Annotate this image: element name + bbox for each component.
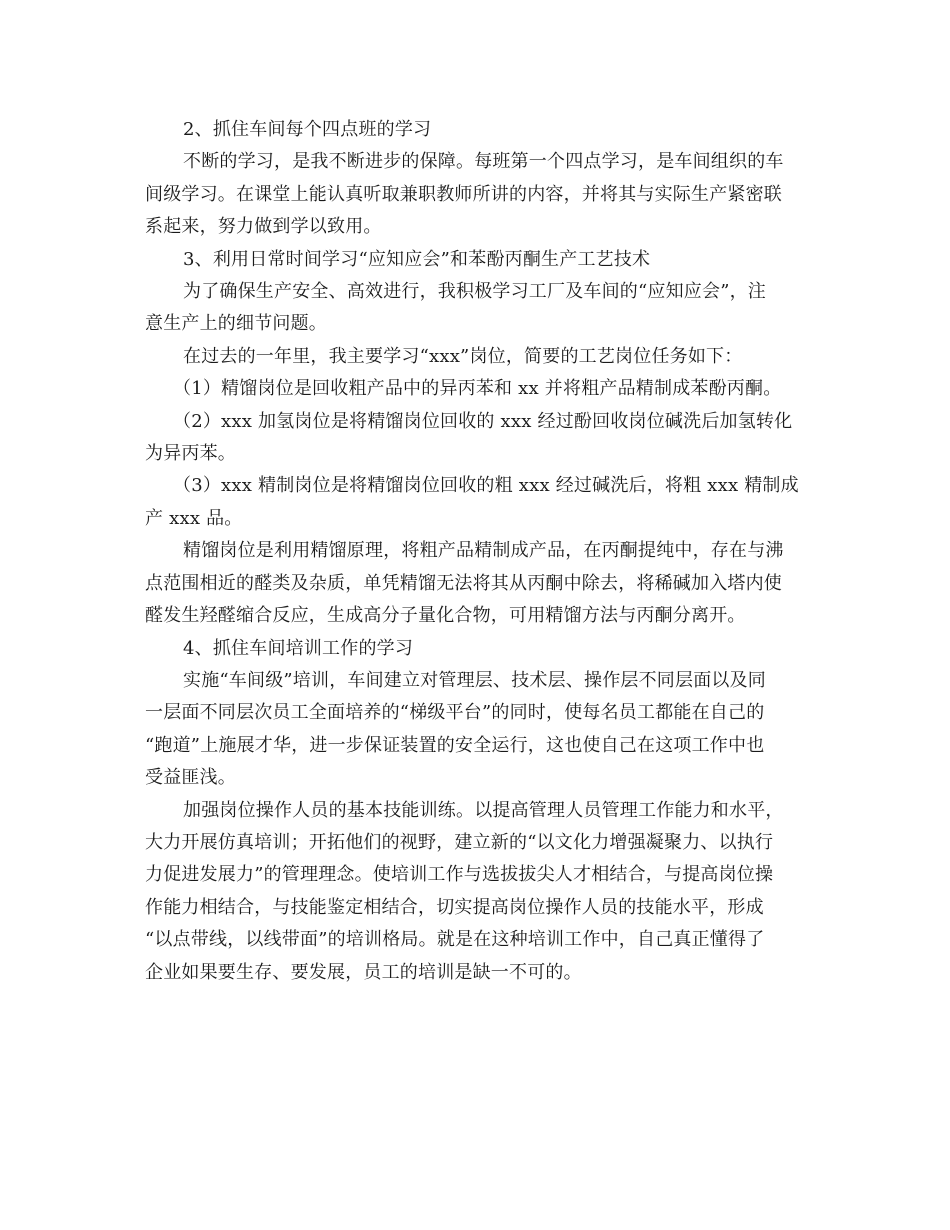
text-line: 为异丙苯。 (145, 443, 236, 465)
text-line: 醛发生羟醛缩合反应，生成高分子量化合物，可用精馏方法与丙酮分离开。 (145, 605, 746, 627)
paragraph (145, 535, 805, 632)
text-line: 产 xxx 品。 (145, 507, 243, 529)
text-line: 大力开展仿真培训；开拓他们的视野，建立新的“以文化力增强凝聚力、以执行 (145, 831, 774, 853)
paragraph (145, 633, 805, 665)
text-line: 系起来，努力做到学以致用。 (145, 216, 382, 238)
text-line: 在过去的一年里，我主要学习“xxx”岗位，简要的工艺岗位任务如下： (183, 345, 743, 367)
text-line: 意生产上的细节问题。 (145, 313, 327, 335)
text-line: 受益匪浅。 (145, 767, 236, 789)
document-body (145, 114, 805, 989)
text-line: 实施“车间级”培训，车间建立对管理层、技术层、操作层不同层面以及同 (183, 669, 767, 691)
text-line: 间级学习。在课堂上能认真听取兼职教师所讲的内容，并将其与实际生产紧密联 (145, 183, 782, 205)
text-line: （1）精馏岗位是回收粗产品中的异丙苯和 xx 并将粗产品精制成苯酚丙酮。 (173, 378, 782, 400)
text-line: 企业如果要生存、要发展，员工的培训是缺一不可的。 (145, 961, 582, 983)
paragraph (145, 146, 805, 243)
text-line: 力促进发展力”的管理理念。使培训工作与选拔拔尖人才相结合，与提高岗位操 (145, 864, 774, 886)
text-line: “跑道”上施展才华，进一步保证装置的安全运行，这也使自己在这项工作中也 (145, 734, 765, 756)
text-line: “以点带线，以线带面”的培训格局。就是在这种培训工作中，自己真正懂得了 (145, 929, 765, 951)
text-line: （2）xxx 加氢岗位是将精馏岗位回收的 xxx 经过酚回收岗位碱洗后加氢转化 (173, 410, 793, 432)
paragraph (145, 665, 805, 795)
paragraph (145, 341, 805, 373)
paragraph (145, 470, 805, 535)
text-line: 一层面不同层次员工全面培养的“梯级平台”的同时，使每名员工都能在自己的 (145, 702, 765, 724)
text-line: 为了确保生产安全、高效进行，我积极学习工厂及车间的“应知应会”，注 (183, 281, 767, 303)
text-line: 不断的学习，是我不断进步的保障。每班第一个四点学习，是车间组织的车 (183, 151, 784, 173)
paragraph (145, 276, 805, 341)
paragraph (145, 373, 805, 405)
paragraph (145, 114, 805, 146)
text-line: 点范围相近的醛类及杂质，单凭精馏无法将其从丙酮中除去，将稀碱加入塔内使 (145, 572, 782, 594)
paragraph (145, 406, 805, 471)
text-line: （3）xxx 精制岗位是将精馏岗位回收的粗 xxx 经过碱洗后，将粗 xxx 精制成 (173, 475, 799, 497)
text-line: 4、抓住车间培训工作的学习 (183, 637, 414, 659)
paragraph (145, 244, 805, 276)
text-line: 加强岗位操作人员的基本技能训练。以提高管理人员管理工作能力和水平， (183, 799, 784, 821)
text-line: 2、抓住车间每个四点班的学习 (183, 119, 432, 140)
text-line: 作能力相结合，与技能鉴定相结合，切实提高岗位操作人员的技能水平，形成 (145, 896, 764, 918)
paragraph (145, 795, 805, 989)
text-line: 精馏岗位是利用精馏原理，将粗产品精制成产品，在丙酮提纯中，存在与沸 (183, 540, 784, 562)
text-line: 3、利用日常时间学习“应知应会”和苯酚丙酮生产工艺技术 (183, 248, 651, 270)
